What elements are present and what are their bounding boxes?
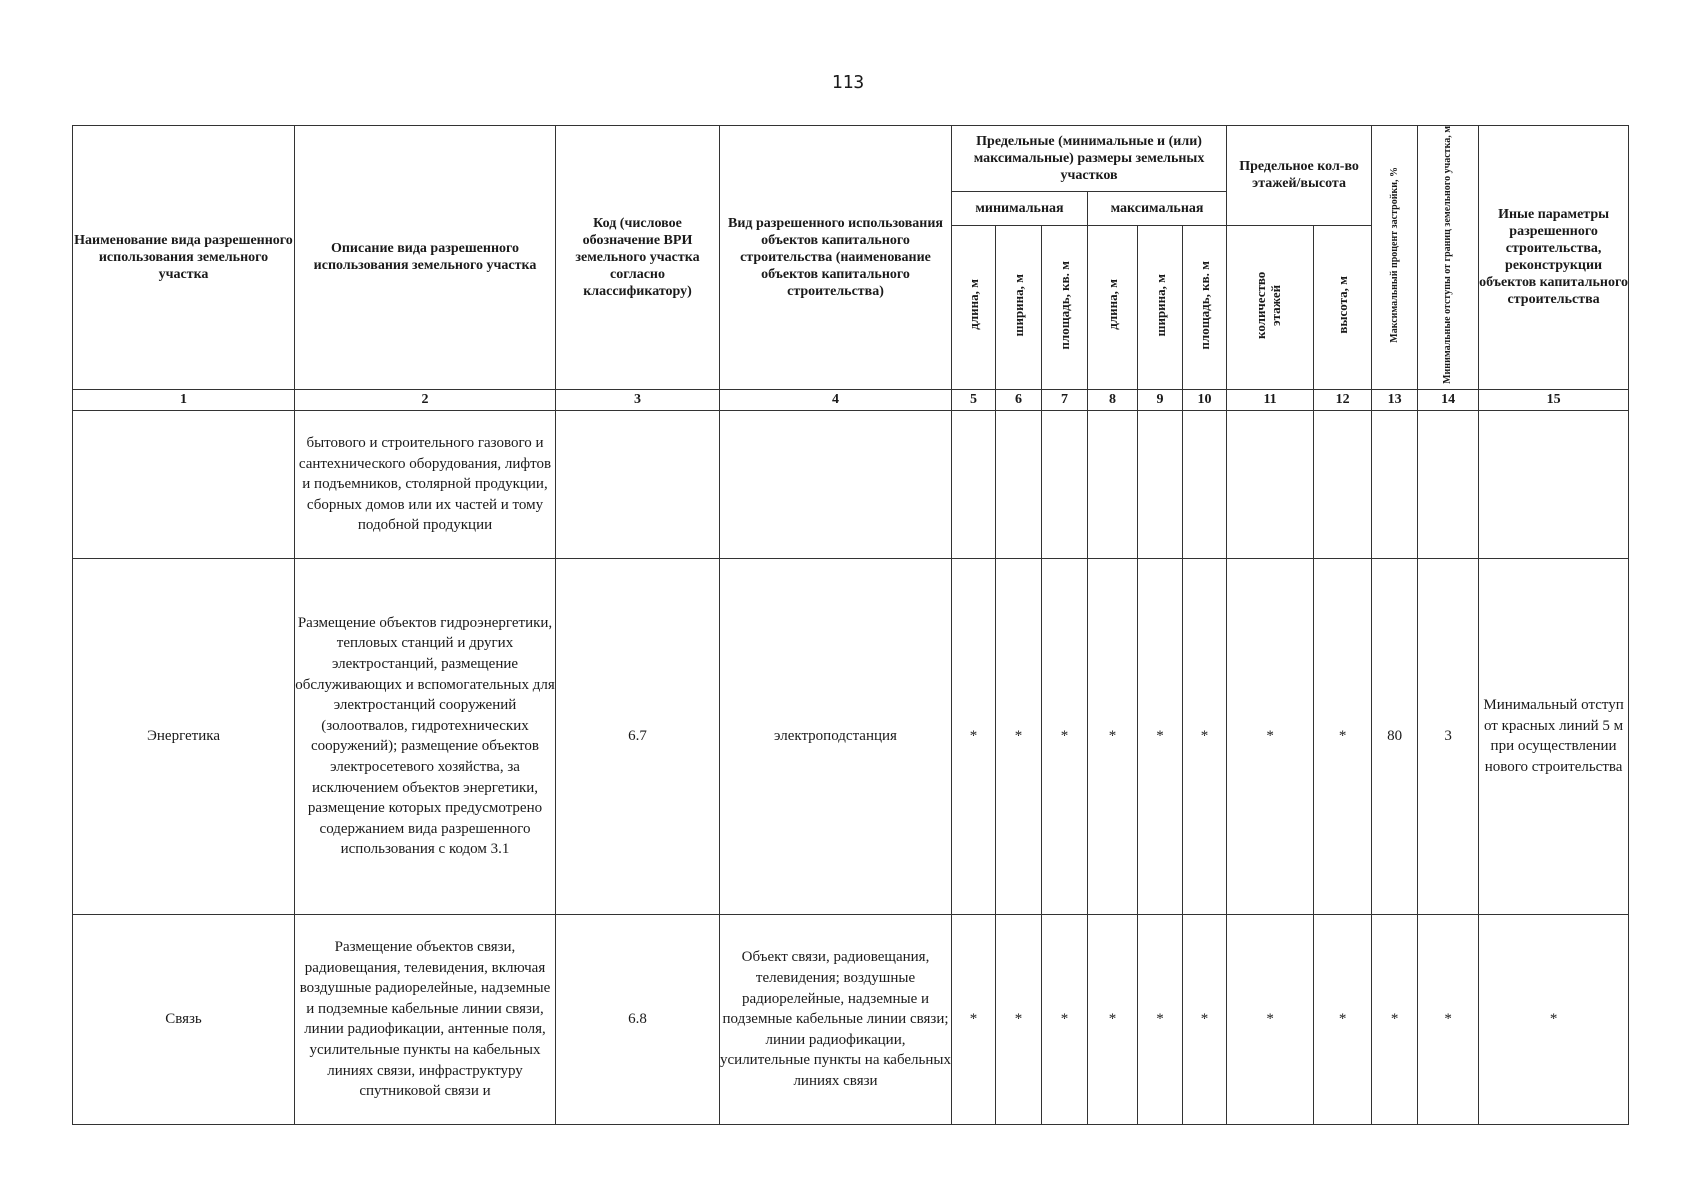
header-oks-use: Вид разрешенного использования объектов капитального строительства (наименование объектов капитального строительства): [720, 126, 952, 390]
cell-max-area: [1183, 410, 1227, 558]
cell-min-length: *: [952, 914, 996, 1124]
cell-other-params: Минимальный отступ от красных линий 5 м при осуществлении нового строительства: [1479, 558, 1629, 914]
cell-max-length: [1088, 410, 1138, 558]
column-number: 3: [556, 389, 720, 410]
land-use-regulations-table: [72, 125, 1629, 1125]
cell-min-length: *: [952, 558, 996, 914]
cell-min-setbacks: [1418, 410, 1479, 558]
header-max-width: [1138, 225, 1183, 389]
cell-min-area: *: [1042, 558, 1088, 914]
header-code: Код (числовое обозначение ВРИ земельного участка согласно классификатору): [556, 126, 720, 390]
header-max-build-percent-label: Максимальный процент застройки, %: [1388, 167, 1400, 343]
cell-description: бытового и строительного газового и сантехнического оборудования, лифтов и подъемников, столярной продукции, сборных домов или их частей и тому подобной продукции: [295, 410, 556, 558]
header-min-width-label: ширина, м: [1011, 273, 1026, 337]
header-height: [1314, 225, 1372, 389]
header-minimum: минимальная: [952, 192, 1088, 225]
header-max-area-label: площадь, кв. м: [1197, 260, 1213, 350]
cell-min-width: *: [996, 558, 1042, 914]
cell-min-area: [1042, 410, 1088, 558]
header-min-setbacks-label: Минимальные отступы от границ земельного участка, м: [1442, 126, 1454, 384]
cell-code: 6.7: [556, 558, 720, 914]
cell-max-build-percent: [1372, 410, 1418, 558]
cell-min-setbacks: *: [1418, 914, 1479, 1124]
cell-oks: Объект связи, радиовещания, телевидения; воздушные радиорелейные, надземные и подземные кабельные линии связи; линии радиофикации, усилительные пункты на кабельных линиях связи: [720, 914, 952, 1124]
cell-description: Размещение объектов связи, радиовещания, телевидения, включая воздушные радиорелейные, надземные и подземные кабельные линии связи, линии радиофикации, антенные поля, усилительные пункты на кабельных линиях связи, инфраструктуру спутниковой связи и: [295, 914, 556, 1124]
cell-name: Связь: [73, 914, 295, 1124]
cell-height: *: [1314, 558, 1372, 914]
cell-max-build-percent: 80: [1372, 558, 1418, 914]
column-number: 10: [1183, 389, 1227, 410]
cell-max-length: *: [1088, 914, 1138, 1124]
cell-max-area: *: [1183, 558, 1227, 914]
cell-floor-count: *: [1227, 558, 1314, 914]
column-number: 12: [1314, 389, 1372, 410]
column-number: 7: [1042, 389, 1088, 410]
column-number: 4: [720, 389, 952, 410]
cell-other-params: [1479, 410, 1629, 558]
cell-code: [556, 410, 720, 558]
column-number: 14: [1418, 389, 1479, 410]
header-max-width-label: ширина, м: [1152, 273, 1168, 337]
cell-min-area: *: [1042, 914, 1088, 1124]
header-plot-size-limits: Предельные (минимальные и (или) максимальные) размеры земельных участков: [952, 126, 1227, 192]
cell-max-width: *: [1138, 914, 1183, 1124]
header-floor-count-label: количество этажей: [1253, 271, 1284, 339]
table-row-continuation: [73, 410, 1629, 558]
cell-height: [1314, 410, 1372, 558]
cell-max-width: *: [1138, 558, 1183, 914]
cell-height: *: [1314, 914, 1372, 1124]
table-row-svyaz: [73, 914, 1629, 1124]
cell-code: 6.8: [556, 914, 720, 1124]
column-number: 9: [1138, 389, 1183, 410]
header-max-length: [1088, 225, 1138, 389]
header-floor-count: [1227, 225, 1314, 389]
header-max-length-label: длина, м: [1105, 279, 1120, 331]
header-min-area-label: площадь, кв. м: [1057, 260, 1072, 350]
cell-name: [73, 410, 295, 558]
column-number: 5: [952, 389, 996, 410]
cell-description: Размещение объектов гидроэнергетики, тепловых станций и других электростанций, размещение обслуживающих и вспомогательных для электростанций сооружений (золоотвалов, гидротехнических сооружений); размещение объектов электросетевого хозяйства, за исключением объектов энергетики, размещение которых предусмотрено содержанием вида разрешенного использования с кодом 3.1: [295, 558, 556, 914]
column-number: 11: [1227, 389, 1314, 410]
header-min-setbacks: [1418, 126, 1479, 390]
table-row-energetika: [73, 558, 1629, 914]
header-maximum: максимальная: [1088, 192, 1227, 225]
header-min-width: [996, 225, 1042, 389]
cell-max-build-percent: *: [1372, 914, 1418, 1124]
cell-floor-count: *: [1227, 914, 1314, 1124]
cell-oks: [720, 410, 952, 558]
column-number: 6: [996, 389, 1042, 410]
cell-name: Энергетика: [73, 558, 295, 914]
header-max-build-percent: [1372, 126, 1418, 390]
header-description-of-use: Описание вида разрешенного использования земельного участка: [295, 126, 556, 390]
cell-max-area: *: [1183, 914, 1227, 1124]
cell-other-params: *: [1479, 914, 1629, 1124]
cell-min-length: [952, 410, 996, 558]
cell-floor-count: [1227, 410, 1314, 558]
column-number: 8: [1088, 389, 1138, 410]
cell-min-width: *: [996, 914, 1042, 1124]
header-max-area: [1183, 225, 1227, 389]
cell-max-width: [1138, 410, 1183, 558]
cell-oks: электроподстанция: [720, 558, 952, 914]
header-height-label: высота, м: [1335, 275, 1351, 334]
page-number: 113: [831, 72, 865, 93]
column-number: 15: [1479, 389, 1629, 410]
header-other-params: Иные параметры разрешенного строительства, реконструкции объектов капитального строительства: [1479, 126, 1629, 390]
column-number: 2: [295, 389, 556, 410]
header-floors-height: Предельное кол-во этажей/высота: [1227, 126, 1372, 226]
cell-min-setbacks: 3: [1418, 558, 1479, 914]
column-number: 1: [73, 389, 295, 410]
cell-max-length: *: [1088, 558, 1138, 914]
header-name-of-use: Наименование вида разрешенного использования земельного участка: [73, 126, 295, 390]
header-min-length: [952, 225, 996, 389]
header-min-length-label: длина, м: [966, 279, 981, 331]
column-numbers-row: [73, 389, 1629, 410]
header-min-area: [1042, 225, 1088, 389]
cell-min-width: [996, 410, 1042, 558]
column-number: 13: [1372, 389, 1418, 410]
